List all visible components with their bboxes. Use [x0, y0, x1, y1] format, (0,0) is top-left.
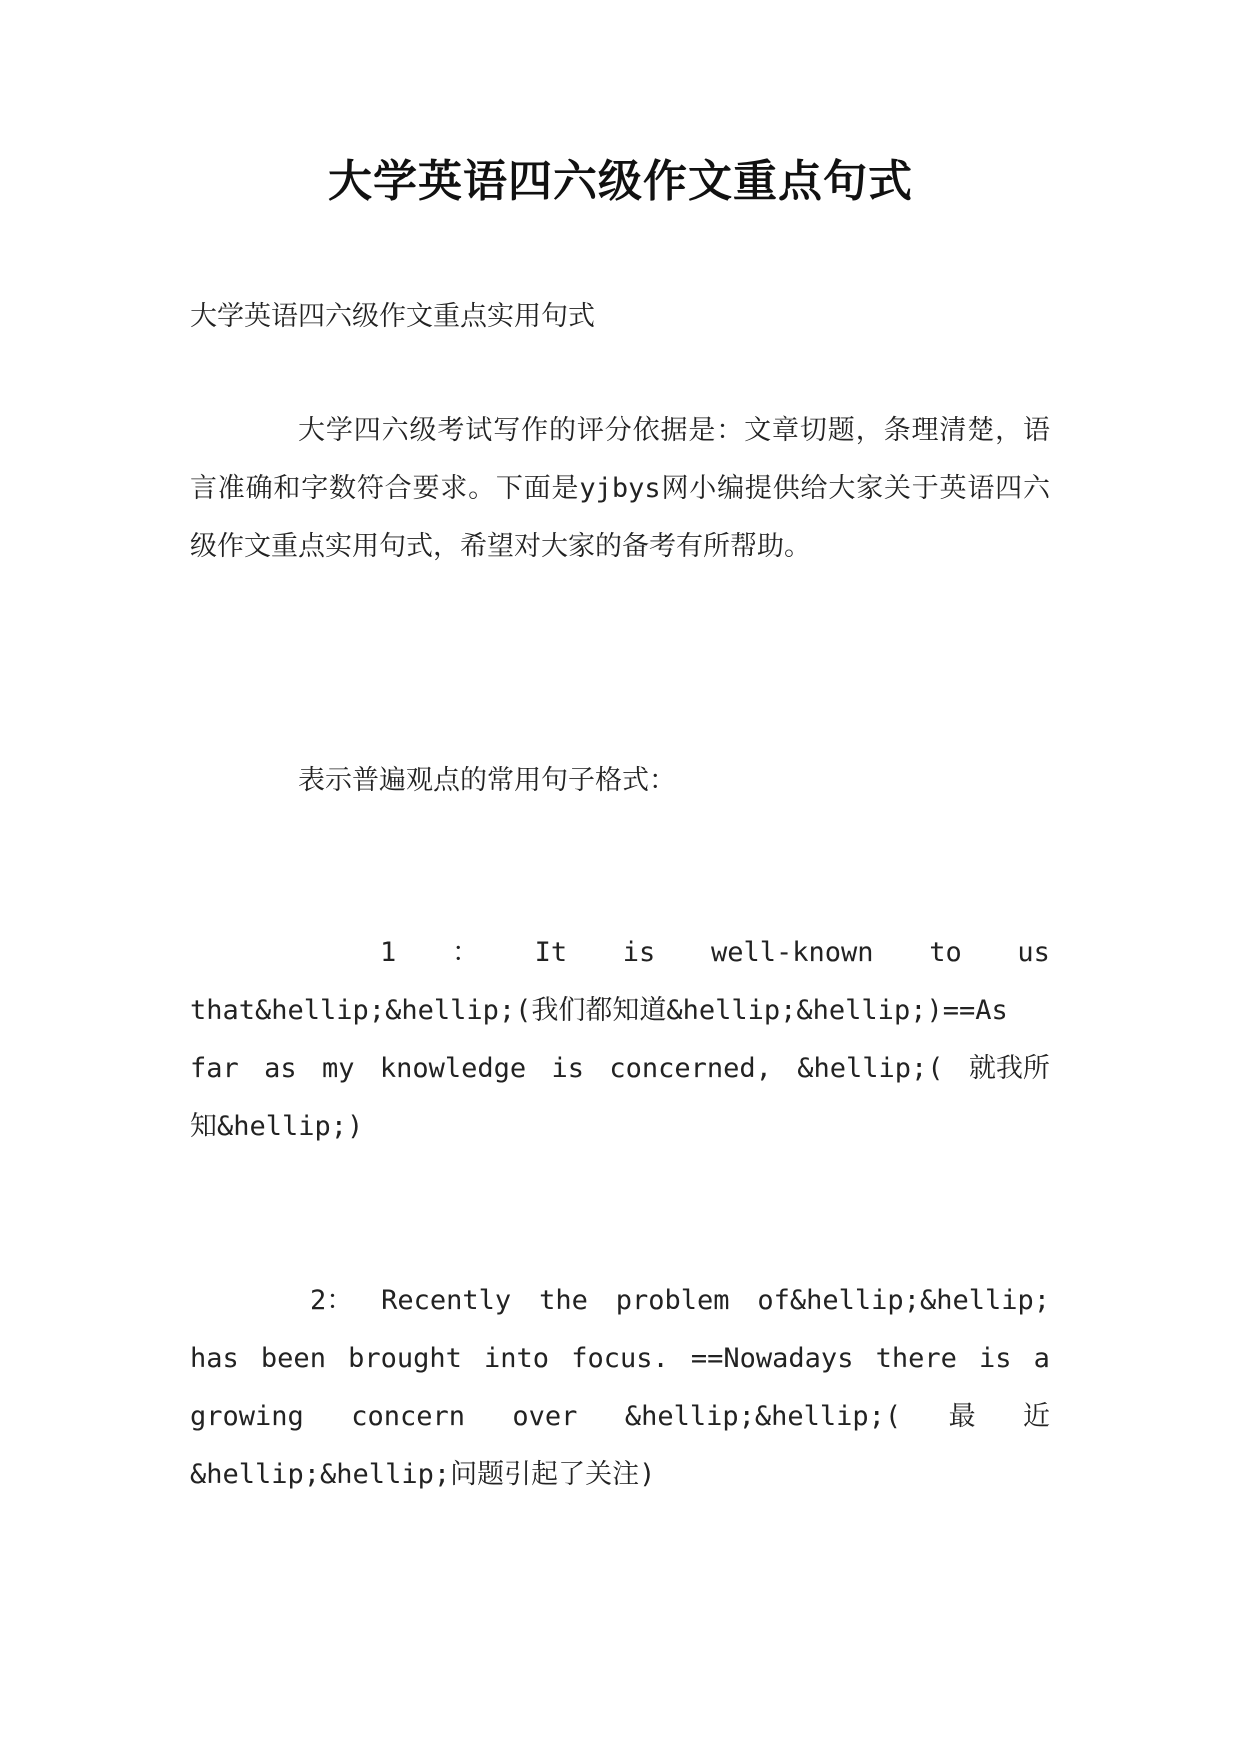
item-1-word: well-known: [710, 937, 874, 968]
section-heading: 表示普遍观点的常用句子格式：: [298, 765, 676, 796]
item-1-line-text: 知&hellip;): [190, 1111, 364, 1142]
word: &hellip;&hellip;(: [624, 1401, 902, 1432]
word: Recently: [381, 1285, 512, 1316]
intro-paragraph: 大学四六级考试写作的评分依据是：文章切题，条理清楚，语言准确和字数符合要求。下面是yjbys网小编提供给大家关于英语四六级作文重点实用句式，希望对大家的备考有所帮助。: [190, 415, 1050, 562]
word: &hellip;(: [797, 1053, 944, 1084]
word: knowledge: [379, 1053, 527, 1084]
item-1-word: us: [1017, 937, 1050, 968]
word: far: [190, 1053, 239, 1084]
item-2-body: [190, 1272, 1050, 1504]
word: the: [539, 1285, 588, 1316]
word: focus.: [571, 1343, 669, 1374]
item-2-line: [190, 1272, 1050, 1330]
item-2-line-text: &hellip;&hellip;问题引起了关注): [190, 1459, 656, 1490]
item-1-line-text: that&hellip;&hellip;(我们都知道&hellip;&hellip;)==As: [190, 995, 1008, 1026]
item-2-line: [190, 1330, 1050, 1388]
item-2-line: [190, 1388, 1050, 1446]
word: ==Nowadays: [690, 1343, 854, 1374]
word: 就我所: [968, 1053, 1050, 1084]
item-1-line: [190, 1098, 1050, 1156]
item-1-body: [190, 982, 1050, 1156]
word: 近: [1023, 1401, 1050, 1432]
item-1-word: 1: [380, 937, 397, 968]
item-1-first-line: [190, 924, 1050, 982]
word: 2：: [310, 1285, 354, 1316]
item-1-word: to: [929, 937, 962, 968]
word: been: [260, 1343, 326, 1374]
item-1-line: [190, 1040, 1050, 1098]
word: over: [512, 1401, 578, 1432]
item-2-line: [190, 1446, 1050, 1504]
item-1-word: ：: [451, 937, 479, 968]
word: is: [979, 1343, 1012, 1374]
item-1-line: [190, 982, 1050, 1040]
word: concerned,: [609, 1053, 772, 1084]
word: problem: [615, 1285, 730, 1316]
word: a: [1033, 1343, 1050, 1374]
word: of&hellip;&hellip;: [757, 1285, 1050, 1316]
word: there: [875, 1343, 957, 1374]
word: my: [321, 1053, 355, 1084]
word: brought: [348, 1343, 462, 1374]
word: 最: [948, 1401, 976, 1432]
document-title: 大学英语四六级作文重点句式: [328, 156, 913, 207]
word: is: [551, 1053, 585, 1084]
word: as: [264, 1053, 297, 1084]
word: concern: [351, 1401, 465, 1432]
item-1-word: It: [534, 937, 568, 968]
item-1-word: is: [622, 937, 656, 968]
word: growing: [190, 1401, 304, 1432]
word: has: [190, 1343, 239, 1374]
word: into: [484, 1343, 550, 1374]
document-subtitle: 大学英语四六级作文重点实用句式: [190, 301, 595, 332]
